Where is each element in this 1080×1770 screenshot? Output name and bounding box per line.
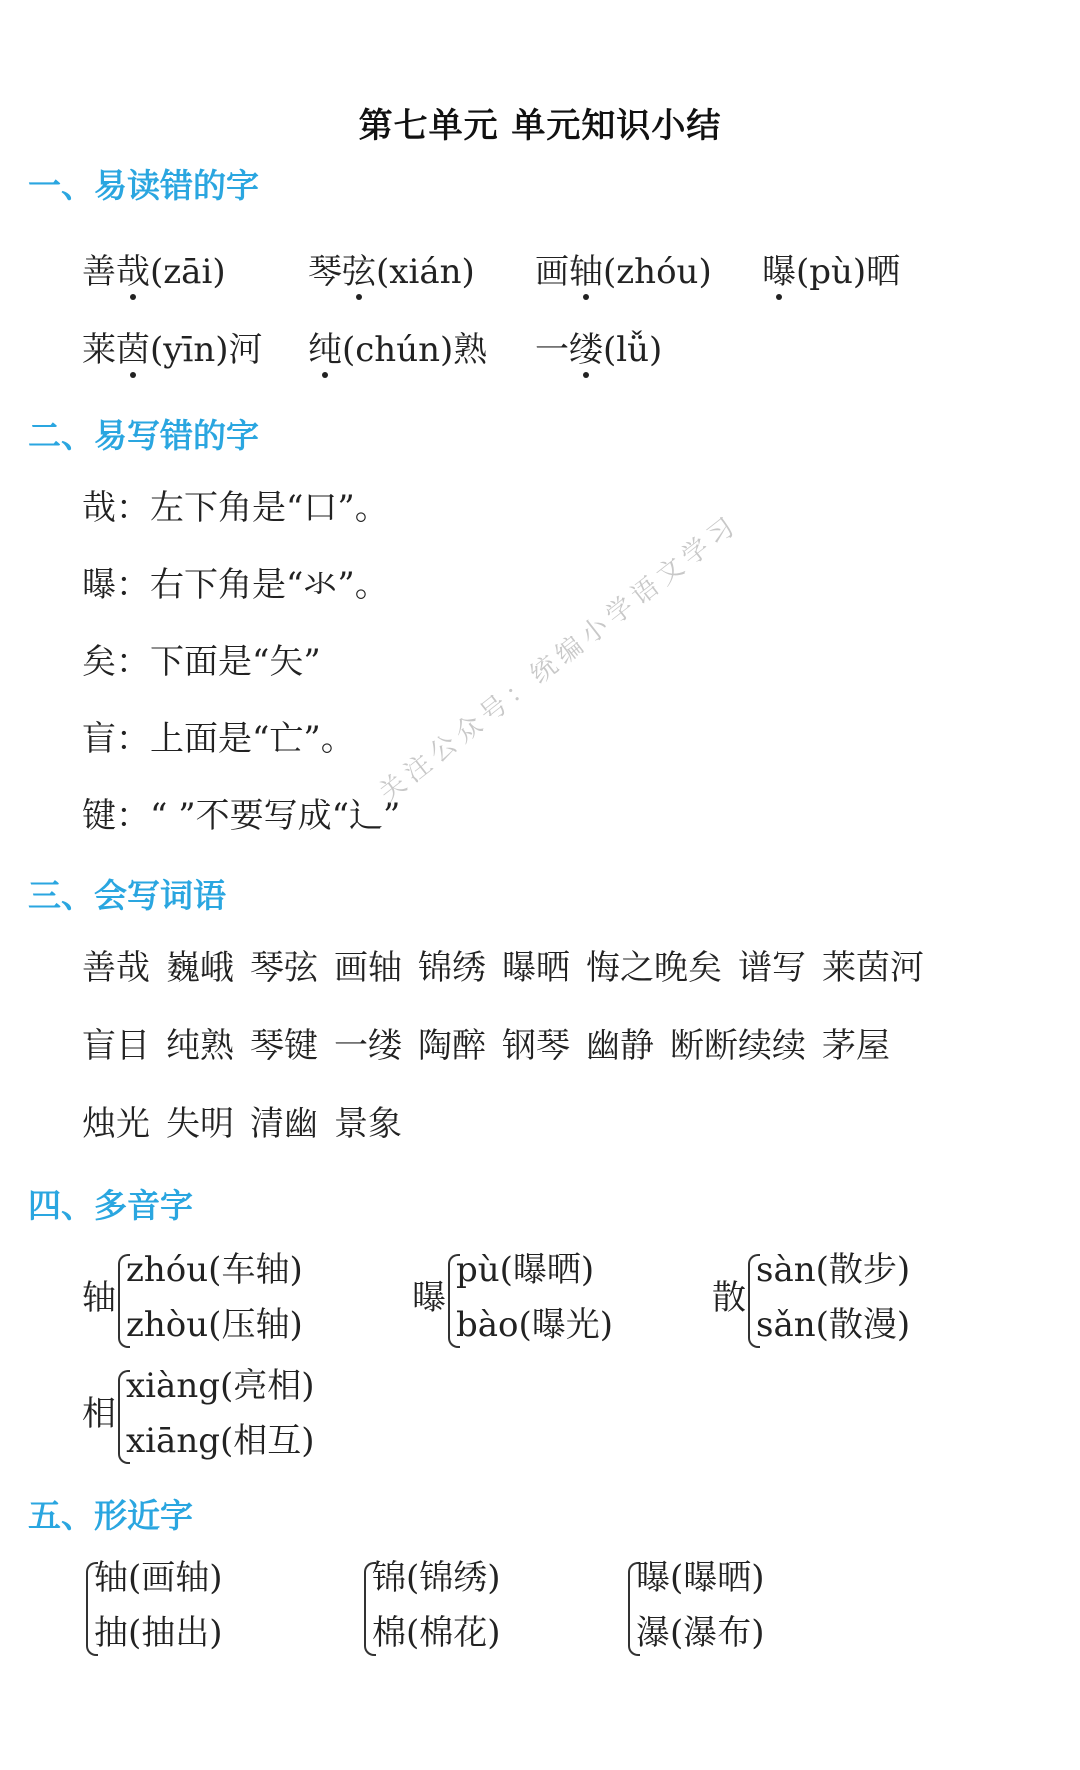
polyphone-char: 曝 <box>412 1278 446 1318</box>
word: 钢琴 <box>502 1026 570 1066</box>
word: 琴键 <box>250 1026 318 1066</box>
pinyin-item: 一缕(lǚ) <box>535 330 663 370</box>
word-row <box>82 946 940 990</box>
word: 锦绣 <box>418 948 486 988</box>
writing-tip: 曝：右下角是“氺”。 <box>82 565 389 605</box>
pinyin-item: 善哉(zāi) <box>82 252 226 292</box>
word: 盲目 <box>82 1026 150 1066</box>
pinyin-item: 莱茵(yīn)河 <box>82 330 263 370</box>
pinyin-item: 琴弦(xián) <box>308 252 475 292</box>
word: 巍峨 <box>166 948 234 988</box>
reading: xiāng(相互) <box>126 1421 315 1461</box>
word: 曝晒 <box>502 948 570 988</box>
section-heading-2: 二、易写错的字 <box>28 416 259 455</box>
polyphone-char: 散 <box>712 1278 746 1318</box>
word: 琴弦 <box>250 948 318 988</box>
word: 烛光 <box>82 1104 150 1144</box>
reading: zhòu(压轴) <box>126 1305 303 1345</box>
similar-char: 曝(曝晒) <box>636 1558 765 1598</box>
reading: bào(曝光) <box>456 1305 614 1345</box>
word: 一缕 <box>334 1026 402 1066</box>
section-heading-4: 四、多音字 <box>28 1186 193 1225</box>
reading: sàn(散步) <box>756 1250 911 1290</box>
writing-tip: 盲：上面是“亡”。 <box>82 719 355 759</box>
section-heading-3: 三、会写词语 <box>28 876 226 915</box>
word: 纯熟 <box>166 1026 234 1066</box>
writing-tip: 哉：左下角是“口”。 <box>82 488 389 528</box>
section-heading-1: 一、易读错的字 <box>28 166 259 205</box>
writing-tip: 键：“ ”不要写成“辶” <box>82 796 401 836</box>
page-title: 第七单元 单元知识小结 <box>358 106 722 146</box>
word-row <box>82 1102 418 1146</box>
similar-char: 锦(锦绣) <box>372 1558 501 1598</box>
word: 谱写 <box>738 948 806 988</box>
section-heading-5: 五、形近字 <box>28 1496 193 1535</box>
reading: xiàng(亮相) <box>126 1366 315 1406</box>
word: 陶醉 <box>418 1026 486 1066</box>
word: 景象 <box>334 1104 402 1144</box>
word: 失明 <box>166 1104 234 1144</box>
word: 画轴 <box>334 948 402 988</box>
word: 善哉 <box>82 948 150 988</box>
word: 悔之晚矣 <box>586 948 722 988</box>
pinyin-item: 画轴(zhóu) <box>535 252 712 292</box>
writing-tip: 矣：下面是“矢” <box>82 642 321 682</box>
watermark: 关注公众号：统编小学语文学习 <box>373 508 746 809</box>
similar-char: 棉(棉花) <box>372 1613 501 1653</box>
word: 幽静 <box>586 1026 654 1066</box>
reading: pù(曝晒) <box>456 1250 595 1290</box>
polyphone-char: 轴 <box>82 1278 116 1318</box>
similar-char: 轴(画轴) <box>94 1558 223 1598</box>
word-row <box>82 1024 906 1068</box>
reading: sǎn(散漫) <box>756 1305 911 1345</box>
word: 断断续续 <box>670 1026 806 1066</box>
polyphone-char: 相 <box>82 1394 116 1434</box>
word: 清幽 <box>250 1104 318 1144</box>
similar-char: 瀑(瀑布) <box>636 1613 765 1653</box>
similar-char: 抽(抽出) <box>94 1613 223 1653</box>
pinyin-item: 曝(pù)晒 <box>762 252 901 292</box>
word: 莱茵河 <box>822 948 924 988</box>
word: 茅屋 <box>822 1026 890 1066</box>
pinyin-item: 纯(chún)熟 <box>308 330 488 370</box>
reading: zhóu(车轴) <box>126 1250 303 1290</box>
